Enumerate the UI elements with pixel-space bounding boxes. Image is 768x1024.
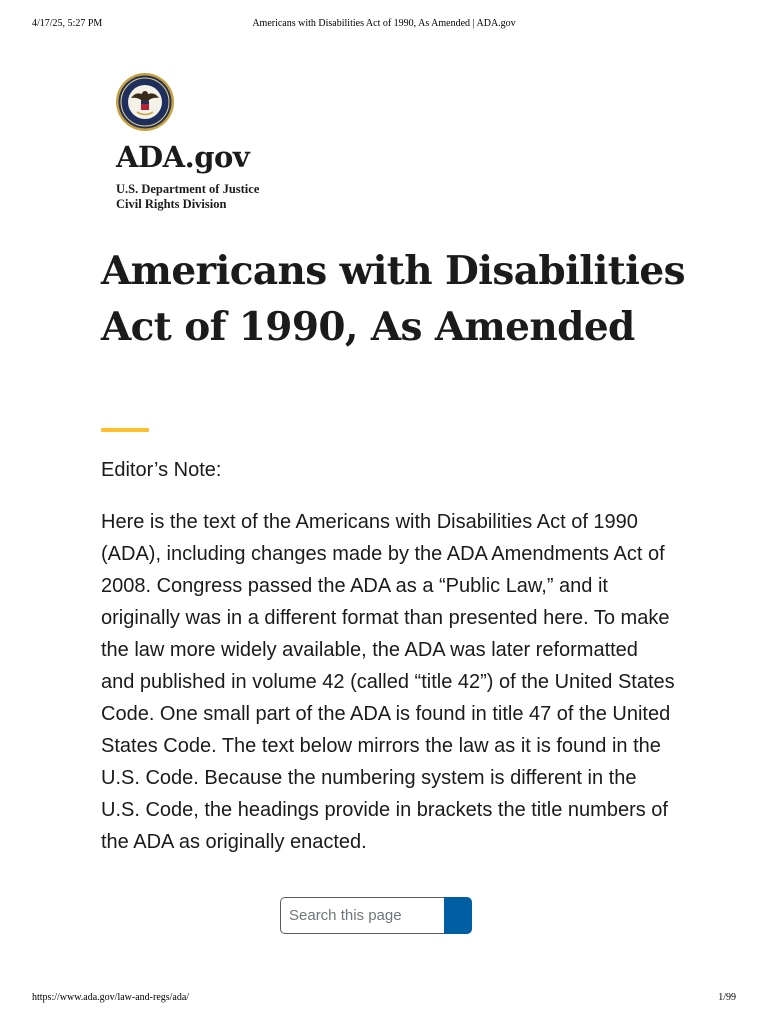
search-form: [280, 897, 472, 934]
print-header: [0, 18, 768, 32]
agency-name: [116, 182, 259, 212]
editors-note-label: Editor’s Note:: [101, 459, 222, 481]
print-page-number: 1/99: [718, 992, 736, 1003]
title-accent-rule: [101, 428, 149, 432]
agency-line-department: U.S. Department of Justice: [116, 182, 260, 196]
agency-line-division: Civil Rights Division: [116, 197, 227, 211]
print-url: https://www.ada.gov/law-and-regs/ada/: [32, 992, 190, 1003]
print-datetime: 4/17/25, 5:27 PM: [32, 18, 103, 29]
doj-seal-icon[interactable]: [115, 72, 175, 132]
search-input[interactable]: [280, 897, 444, 934]
print-footer: [0, 992, 768, 1006]
site-name[interactable]: ADA.gov: [116, 140, 250, 174]
print-page-title: Americans with Disabilities Act of 1990, As Amended | ADA.gov: [252, 18, 516, 29]
editors-note-text: Here is the text of the Americans with Disabilities Act of 1990 (ADA), including changes made by the ADA Amendments Act of 2008. Congress passed the ADA as a “Public Law,” and it originally was in a different format than presented here. To make the law more widely available, the ADA was later reformatted and published in volume 42 (called “title 42”) of the United States Code. One small part of the ADA is found in title 47 of the United States Code. The text below mirrors the law as it is found in the U.S. Code. Because the numbering system is different in the U.S. Code, the headings provide in brackets the title numbers of the ADA as originally enacted.: [101, 511, 675, 853]
page-title: Americans with Disabilities Act of 1990, As Amended: [101, 248, 685, 350]
search-button[interactable]: [444, 897, 472, 934]
